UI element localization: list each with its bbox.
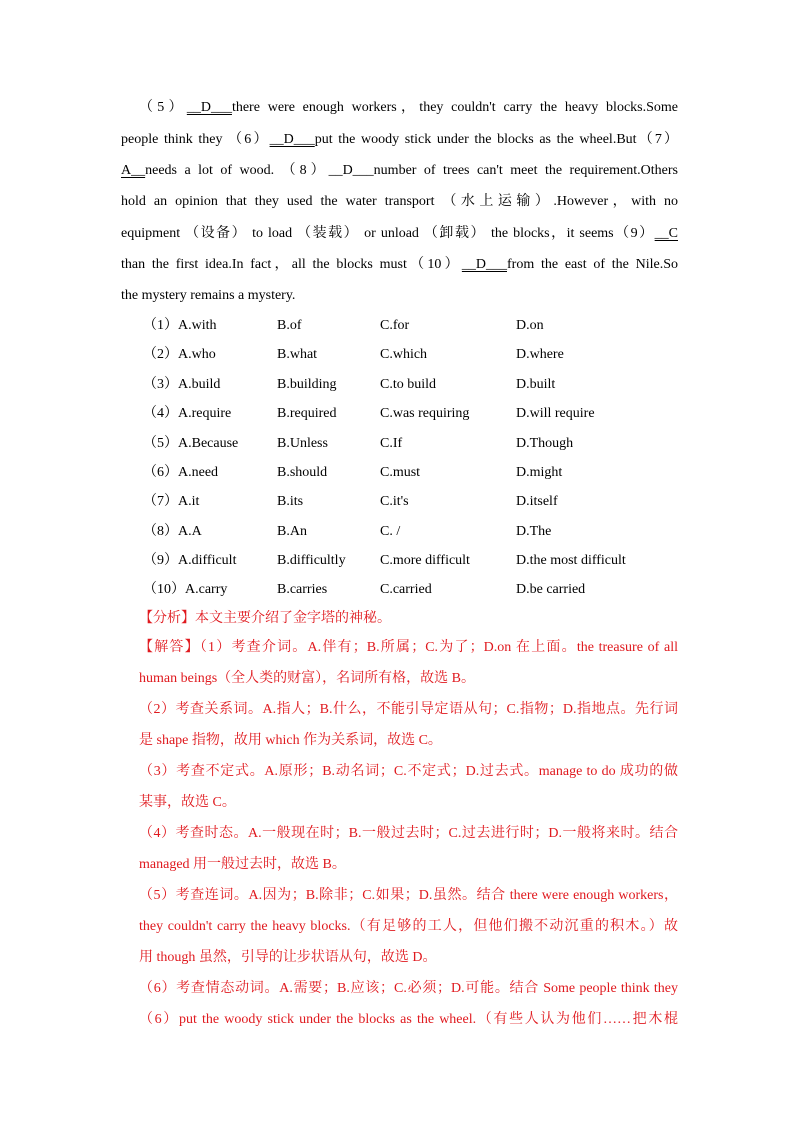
analysis-tag: 【分析】 xyxy=(139,611,195,626)
answer-text: （1）考查介词。A.伴有；B.所属；C.为了；D.on 在上面。the treasure of all xyxy=(199,640,679,655)
option-c: C.more difficult xyxy=(380,553,470,568)
passage-line xyxy=(121,161,678,181)
option-row xyxy=(143,345,703,365)
option-row xyxy=(143,404,703,424)
option-b: B.An xyxy=(277,524,307,539)
answer-text: （2）考查关系词。A.指人；B.什么，不能引导定语从句；C.指物；D.指地点。先行词 xyxy=(139,702,678,717)
option-c: C.it's xyxy=(380,494,409,509)
answer-blank: __D___ xyxy=(269,132,315,147)
line-text: needs a lot of wood. （8）__D___number of trees can't meet the requirement.Others xyxy=(145,163,678,178)
answer-text: 用 though 虽然，引导的让步状语从句，故选 D。 xyxy=(139,950,437,965)
option-b: B.carries xyxy=(277,582,328,597)
option-d: D.The xyxy=(516,524,552,539)
option-b: B.difficultly xyxy=(277,553,346,568)
answer-blank: A__ xyxy=(121,163,146,178)
option-row xyxy=(143,551,703,571)
passage-line xyxy=(121,98,678,118)
option-c: C.must xyxy=(380,465,421,480)
option-row xyxy=(143,492,703,512)
answer-blank: __D___ xyxy=(461,257,507,272)
option-row xyxy=(143,463,703,483)
option-d: D.where xyxy=(516,347,564,362)
answer-text: 是 shape 指物，故用 which 作为关系词，故选 C。 xyxy=(139,733,442,748)
option-a: （10）A.carry xyxy=(143,582,228,597)
option-a: （2）A.who xyxy=(143,347,216,362)
answer-line xyxy=(139,761,678,783)
option-row xyxy=(143,316,703,336)
option-row xyxy=(143,580,703,600)
option-b: B.what xyxy=(277,347,318,362)
line-text: than the first idea.In fact，all the blocks must（10） xyxy=(121,257,462,272)
option-b: B.required xyxy=(277,406,337,421)
option-b: B.Unless xyxy=(277,436,328,451)
line-text: equipment （设备） to load （装载） or unload （卸载） the blocks，it seems（9） xyxy=(121,226,655,241)
option-b: B.building xyxy=(277,377,337,392)
answer-line xyxy=(139,916,678,938)
answer-line xyxy=(139,699,678,721)
passage-line xyxy=(121,130,678,150)
option-c: C. / xyxy=(380,524,401,539)
passage-line xyxy=(121,286,678,306)
answer-line xyxy=(139,1009,678,1031)
option-row xyxy=(143,434,703,454)
line-text: from the east of the Nile.So xyxy=(507,257,678,272)
answer-text: （3）考查不定式。A.原形；B.动名词；C.不定式；D.过去式。manage to do 成功的做 xyxy=(139,764,678,779)
option-d: D.be carried xyxy=(516,582,586,597)
option-a: （7）A.it xyxy=(143,494,200,509)
option-c: C.for xyxy=(380,318,410,333)
option-a: （8）A.A xyxy=(143,524,202,539)
option-d: D.will require xyxy=(516,406,595,421)
option-a: （6）A.need xyxy=(143,465,219,480)
line-text: （5） xyxy=(139,100,187,115)
option-d: D.might xyxy=(516,465,563,480)
option-c: C.to build xyxy=(380,377,437,392)
passage-line xyxy=(121,255,678,275)
answer-line xyxy=(139,823,678,845)
answer-text: （6）put the woody stick under the blocks as the wheel.（有些人认为他们……把木棍 xyxy=(139,1012,678,1027)
answer-text: human beings（全人类的财富），名词所有格，故选 B。 xyxy=(139,671,475,686)
option-a: （3）A.build xyxy=(143,377,221,392)
option-row xyxy=(143,522,703,542)
answer-line xyxy=(139,668,678,690)
analysis-text: 本文主要介绍了金字塔的神秘。 xyxy=(195,611,391,626)
option-c: C.which xyxy=(380,347,428,362)
option-a: （4）A.require xyxy=(143,406,232,421)
option-a: （5）A.Because xyxy=(143,436,239,451)
option-a: （1）A.with xyxy=(143,318,217,333)
option-c: C.was requiring xyxy=(380,406,470,421)
option-d: D.on xyxy=(516,318,544,333)
line-text: the mystery remains a mystery. xyxy=(121,288,296,303)
option-b: B.of xyxy=(277,318,302,333)
answer-tag: 【解答】 xyxy=(139,640,200,655)
option-b: B.its xyxy=(277,494,304,509)
option-a: （9）A.difficult xyxy=(143,553,237,568)
answer-line xyxy=(139,730,678,752)
answer-text: managed 用一般过去时，故选 B。 xyxy=(139,857,346,872)
answer-text: （6）考查情态动词。A.需要；B.应该；C.必须；D.可能。结合 Some people think they xyxy=(139,981,678,996)
option-c: C.If xyxy=(380,436,403,451)
answer-line xyxy=(139,854,678,876)
option-row xyxy=(143,375,703,395)
option-d: D.built xyxy=(516,377,556,392)
answer-text: （5）考查连词。A.因为；B.除非；C.如果；D.虽然。结合 there were enough workers， xyxy=(139,888,678,903)
answer-text: （4）考查时态。A.一般现在时；B.一般过去时；C.过去进行时；D.一般将来时。结合 xyxy=(139,826,678,841)
answer-text: 某事，故选 C。 xyxy=(139,795,236,810)
option-d: D.the most difficult xyxy=(516,553,626,568)
passage-line xyxy=(121,224,678,244)
answer-blank: __D___ xyxy=(186,100,232,115)
answer-line xyxy=(139,792,678,814)
answer-line xyxy=(139,978,678,1000)
passage-line xyxy=(121,192,678,212)
option-d: D.itself xyxy=(516,494,558,509)
option-d: D.Though xyxy=(516,436,574,451)
option-c: C.carried xyxy=(380,582,432,597)
answer-line xyxy=(139,637,678,659)
line-text: there were enough workers，they couldn't carry the heavy blocks.Some xyxy=(231,100,679,115)
answer-blank: __C xyxy=(654,226,678,241)
line-text: hold an opinion that they used the water transport （水上运输）.However，with no xyxy=(121,194,678,209)
option-b: B.should xyxy=(277,465,328,480)
answer-line xyxy=(139,885,678,907)
line-text: put the woody stick under the blocks as the wheel.But（7） xyxy=(314,132,678,147)
analysis-summary xyxy=(139,608,678,630)
answer-line xyxy=(139,947,678,969)
answer-text: they couldn't carry the heavy blocks.（有足够的工人，但他们搬不动沉重的积木。）故 xyxy=(139,919,678,934)
line-text: people think they （6） xyxy=(121,132,270,147)
